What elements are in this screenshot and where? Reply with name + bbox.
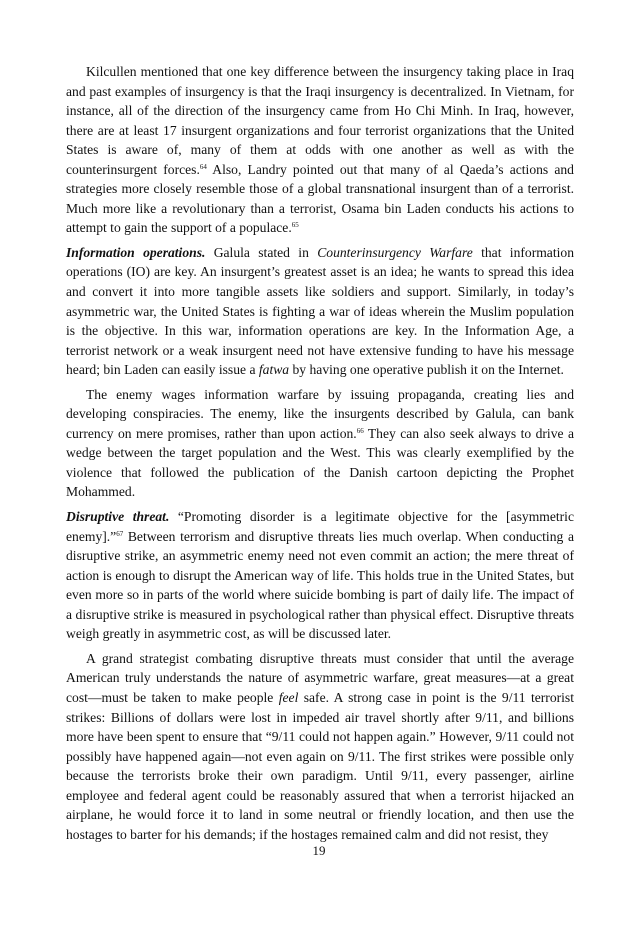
text-run: that information operations (IO) are key. An insurgent’s greatest asset is an idea; he wants to spread this idea and convert it into more tangible assets like soldiers and support. Similarly, in today’s asymmetric war, the United States is fighting a war of ideas wherein the Muslim population is the objective. In this war, information operations are key. In the Information Age, a terrorist network or a weak insurgent need not have extensive funding to have his message heard; bin Laden can easily issue a [66,244,574,378]
book-title-counterinsurgency-warfare: Counterinsurgency Warfare [317,244,473,260]
paragraph-grand-strategist [66,649,574,844]
page-body [66,62,574,844]
text-run: The enemy wages information warfare by issuing propaganda, creating lies and developing conspiracies. The enemy, like the insurgents described by Galula, can bank currency on mere promises, rather than upon action. [66,386,574,441]
text-run: Galula stated in [205,244,318,260]
text-run: Also, Landry pointed out that many of al Qaeda’s actions and strategies more closely resemble those of a global transnational insurgent than of a terrorist. Much more like a revolutionary than a terrorist, Osama bin Laden conducts his actions to attempt to gain the support of a populace. [66,161,574,236]
text-run: They can also seek always to drive a wedge between the target population and the West. This was clearly exemplified by the violence that followed the publication of the Danish cartoon depicting the Prophet Mohammed. [66,425,574,500]
footnote-ref-65: 65 [291,221,299,230]
paragraph-insurgency-decentralized [66,62,574,238]
page-number: 19 [312,843,326,858]
italic-word-feel: feel [278,689,299,705]
text-run: Kilcullen mentioned that one key difference between the insurgency taking place in Iraq and past examples of insurgency is that the Iraqi insurgency is decentralized. In Vietnam, for instance, all of the direction of the insurgency came from Ho Chi Minh. In Iraq, however, there are at least 17 insurgent organizations and four terrorist organizations that the United States is aware of, many of them at odds with one another as well as with the counterinsurgent forces. [66,64,574,177]
paragraph-disruptive-threat [66,507,574,644]
section-heading-information-operations: Information operations. [66,244,206,260]
paragraph-information-operations [66,243,574,380]
text-run: A grand strategist combating disruptive threats must consider that until the average American truly understands the nature of asymmetric warfare, great measures—at a great cost—must be taken to make people [66,650,574,705]
section-heading-disruptive-threat: Disruptive threat. [66,509,170,525]
text-run: safe. A strong case in point is the 9/11 terrorist strikes: Billions of dollars were lost in impeded air travel shortly after 9/11, and billions more have been spent to ensure that “9/11 could not happen again.” However, 9/11 could not possibly have happened again—not even again on 9/11. The first strikes were possible only because the terrorists broke their own paradigm. Until 9/11, every passenger, airline employee and federal agent could be reasonably assured that when a terrorist hijacked an airplane, he would force it to land in some neutral or friendly location, and then use the hostages to barter for his demands; if the hostages remained calm and did not resist, they [66,689,574,842]
footnote-ref-67: 67 [116,529,124,538]
text-run: Between terrorism and disruptive threats lies much overlap. When conducting a disruptive strike, an asymmetric enemy need not even commit an action; the mere threat of action is enough to disrupt the American way of life. This holds true in the United States, but even more so in parts of the world where suicide bombing is part of daily life. The impact of a disruptive strike is measured in psychological rather than physical effect. Disruptive threats weigh greatly in asymmetric cost, as will be discussed later. [66,528,574,642]
footnote-ref-66: 66 [356,426,364,435]
paragraph-enemy-information-warfare [66,385,574,502]
italic-term-fatwa: fatwa [258,362,290,378]
text-run: “Promoting disorder is a legitimate objective for the [asymmetric enemy].” [66,509,574,544]
footnote-ref-64: 64 [199,162,207,171]
text-run: by having one operative publish it on the Internet. [289,362,564,378]
